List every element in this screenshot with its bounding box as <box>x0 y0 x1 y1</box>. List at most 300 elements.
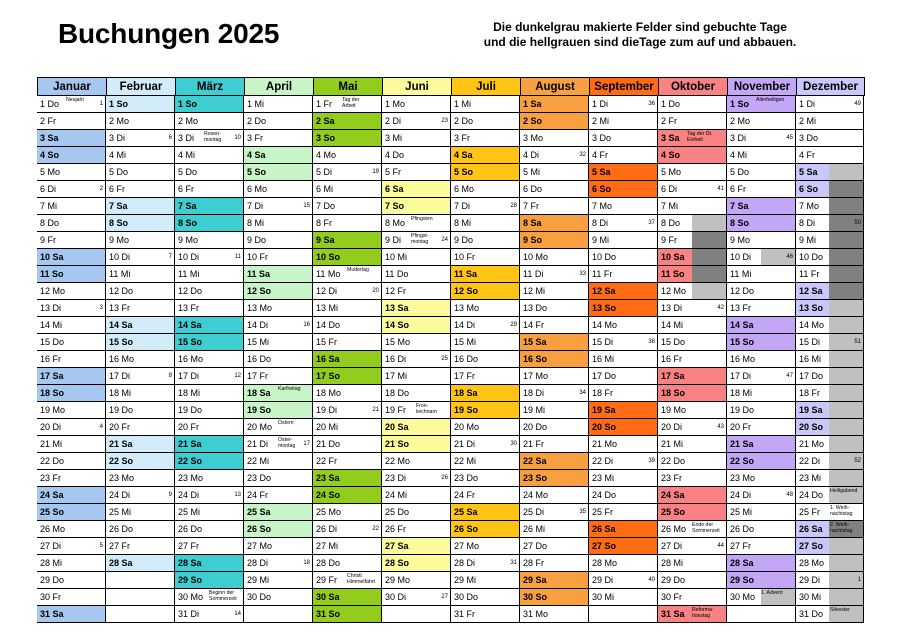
day-cell <box>727 453 796 470</box>
day-label: 25 Mi <box>109 507 132 517</box>
day-cell <box>244 402 313 419</box>
day-label: 24 Do <box>592 490 617 500</box>
day-cell <box>520 521 589 538</box>
day-cell <box>244 419 313 436</box>
day-cell <box>589 164 658 181</box>
day-label: 10 Do <box>799 252 824 262</box>
day-label: 5 So <box>247 167 267 177</box>
day-label: 17 Di <box>730 371 752 381</box>
day-label: 27 Mi <box>316 541 339 551</box>
day-label: 28 Mo <box>592 558 618 568</box>
empty-cell <box>106 606 175 623</box>
day-cell <box>244 147 313 164</box>
day-label: 26 So <box>247 524 272 534</box>
day-label: 30 Do <box>247 592 272 602</box>
day-label: 7 Mi <box>40 201 58 211</box>
day-label: 22 Di <box>592 456 614 466</box>
day-label: 23 Mo <box>178 473 204 483</box>
day-cell <box>382 181 451 198</box>
day-label: 18 Fr <box>592 388 614 398</box>
week-number: 23 <box>441 118 448 124</box>
day-label: 21 Sa <box>109 439 133 449</box>
day-cell <box>451 368 520 385</box>
day-cell <box>796 368 864 385</box>
day-cell <box>313 351 382 368</box>
day-label: 19 Fr <box>385 405 407 415</box>
day-label: 9 Do <box>454 235 474 245</box>
day-cell <box>175 249 244 266</box>
day-label: 25 So <box>661 507 686 517</box>
day-label: 6 Mo <box>454 184 475 194</box>
week-number: 28 <box>510 203 517 209</box>
week-number: 1 <box>99 101 103 107</box>
day-label: 3 Mi <box>385 133 403 143</box>
day-label: 14 Mi <box>40 320 63 330</box>
holiday-label: Oster- montag <box>278 437 296 449</box>
day-label: 10 Mi <box>385 252 408 262</box>
day-cell <box>727 215 796 232</box>
day-label: 2 Sa <box>316 116 335 126</box>
day-label: 3 Di <box>109 133 126 143</box>
day-cell <box>175 606 244 623</box>
month-header-5: Juni <box>382 77 452 96</box>
day-cell <box>106 181 175 198</box>
booked-marker <box>829 283 863 299</box>
day-cell <box>727 300 796 317</box>
day-label: 31 Do <box>799 609 824 619</box>
setup-marker <box>829 538 863 554</box>
day-cell <box>658 113 727 130</box>
day-label: 22 Mi <box>454 456 477 466</box>
day-cell <box>313 130 382 147</box>
day-label: 29 Mi <box>247 575 270 585</box>
day-label: 19 So <box>454 405 479 415</box>
day-label: 17 Fr <box>247 371 269 381</box>
day-label: 22 Mi <box>247 456 270 466</box>
day-cell <box>106 96 175 113</box>
empty-cell <box>727 606 796 623</box>
day-cell <box>175 368 244 385</box>
day-cell <box>796 96 864 113</box>
day-label: 26 Mo <box>40 524 66 534</box>
day-cell <box>382 572 451 589</box>
week-number: 11 <box>234 254 241 260</box>
day-label: 2 Fr <box>40 116 57 126</box>
day-cell <box>658 181 727 198</box>
day-label: 6 So <box>799 184 819 194</box>
subtitle-line-1: Die dunkelgrau makierte Felder sind gebuchte Tage <box>493 20 787 34</box>
day-cell <box>313 368 382 385</box>
week-number: 49 <box>854 101 861 107</box>
day-label: 29 Di <box>592 575 614 585</box>
day-label: 27 Di <box>661 541 683 551</box>
day-cell <box>451 402 520 419</box>
day-cell <box>313 521 382 538</box>
day-cell <box>106 283 175 300</box>
day-cell <box>520 538 589 555</box>
day-label: 15 Mo <box>385 337 411 347</box>
day-label: 26 Fr <box>385 524 407 534</box>
day-label: 9 So <box>523 235 543 245</box>
day-label: 18 Mo <box>316 388 342 398</box>
day-cell <box>451 538 520 555</box>
day-label: 4 Mi <box>730 150 748 160</box>
day-label: 27 So <box>799 541 824 551</box>
day-cell <box>382 521 451 538</box>
day-label: 1 So <box>730 99 750 109</box>
setup-marker <box>829 351 863 367</box>
day-cell <box>796 504 864 521</box>
week-number: 10 <box>234 135 241 141</box>
day-cell <box>106 419 175 436</box>
day-label: 30 Di <box>385 592 407 602</box>
day-cell <box>451 215 520 232</box>
day-cell <box>175 283 244 300</box>
day-label: 6 Fr <box>178 184 195 194</box>
day-label: 1 Fr <box>316 99 333 109</box>
setup-marker <box>692 283 726 299</box>
booked-marker <box>692 249 726 265</box>
day-cell <box>796 521 864 538</box>
day-label: 7 Fr <box>523 201 540 211</box>
day-cell <box>796 147 864 164</box>
day-label: 2 Mo <box>730 116 751 126</box>
day-label: 27 Mo <box>247 541 273 551</box>
day-cell <box>244 232 313 249</box>
day-cell <box>244 130 313 147</box>
day-label: 8 So <box>178 218 198 228</box>
month-header-2: März <box>175 77 245 96</box>
week-number: 45 <box>786 135 793 141</box>
day-label: 13 Do <box>523 303 548 313</box>
day-label: 25 Sa <box>454 507 478 517</box>
day-label: 6 So <box>592 184 612 194</box>
day-cell <box>658 232 727 249</box>
day-label: 15 So <box>109 337 134 347</box>
day-label: 27 Do <box>523 541 548 551</box>
day-cell <box>382 419 451 436</box>
day-label: 13 Fr <box>730 303 752 313</box>
day-label: 19 Do <box>109 405 134 415</box>
day-cell <box>244 538 313 555</box>
day-cell <box>658 96 727 113</box>
day-cell <box>313 164 382 181</box>
day-label: 13 So <box>592 303 617 313</box>
day-label: 23 Mi <box>592 473 615 483</box>
holiday-label: Allerheiligen <box>756 97 785 103</box>
day-cell <box>589 487 658 504</box>
day-cell <box>727 96 796 113</box>
day-cell <box>658 147 727 164</box>
setup-marker <box>829 368 863 384</box>
day-cell <box>382 436 451 453</box>
day-label: 23 Mo <box>109 473 135 483</box>
week-number: 18 <box>303 560 310 566</box>
week-number: 31 <box>510 560 517 566</box>
day-cell <box>520 487 589 504</box>
day-cell <box>796 266 864 283</box>
day-cell <box>313 470 382 487</box>
day-label: 3 So <box>316 133 336 143</box>
day-label: 3 Sa <box>661 133 680 143</box>
day-cell <box>244 334 313 351</box>
day-cell <box>37 198 106 215</box>
day-cell <box>520 589 589 606</box>
day-label: 25 Fr <box>799 507 821 517</box>
day-label: 8 Do <box>40 218 60 228</box>
day-label: 18 Mi <box>730 388 753 398</box>
week-number: 46 <box>786 254 793 260</box>
day-label: 19 Mi <box>523 405 546 415</box>
day-cell <box>520 266 589 283</box>
day-label: 16 Do <box>247 354 272 364</box>
empty-cell <box>244 606 313 623</box>
day-cell <box>244 198 313 215</box>
day-label: 7 Mo <box>592 201 613 211</box>
day-cell <box>37 215 106 232</box>
setup-marker <box>829 300 863 316</box>
day-label: 1 Mi <box>454 99 472 109</box>
week-number: 32 <box>579 152 586 158</box>
week-number: 42 <box>717 305 724 311</box>
setup-marker <box>692 215 726 231</box>
day-cell <box>175 96 244 113</box>
week-number: 29 <box>510 322 517 328</box>
day-cell <box>589 96 658 113</box>
week-number: 9 <box>168 492 172 498</box>
empty-cell <box>382 606 451 623</box>
week-number: 36 <box>648 101 655 107</box>
day-cell <box>658 368 727 385</box>
day-label: 15 Do <box>40 337 65 347</box>
day-cell <box>658 589 727 606</box>
day-cell <box>796 198 864 215</box>
day-cell <box>382 147 451 164</box>
day-label: 7 Mo <box>799 201 820 211</box>
day-cell <box>175 351 244 368</box>
day-cell <box>796 572 864 589</box>
day-cell <box>589 266 658 283</box>
day-cell <box>175 147 244 164</box>
day-cell <box>796 130 864 147</box>
day-cell <box>244 470 313 487</box>
day-cell <box>175 334 244 351</box>
day-cell <box>589 317 658 334</box>
day-cell <box>520 453 589 470</box>
day-cell <box>658 249 727 266</box>
booked-marker <box>692 266 726 282</box>
day-cell <box>451 147 520 164</box>
day-cell <box>727 317 796 334</box>
day-cell <box>451 436 520 453</box>
week-number: 4 <box>99 424 103 430</box>
day-label: 24 Mo <box>523 490 549 500</box>
day-label: 25 Mi <box>178 507 201 517</box>
day-cell <box>796 283 864 300</box>
day-label: 1 Di <box>592 99 609 109</box>
day-cell <box>382 487 451 504</box>
day-cell <box>175 113 244 130</box>
day-label: 6 Di <box>661 184 678 194</box>
day-label: 24 Sa <box>40 490 64 500</box>
day-cell <box>244 521 313 538</box>
day-cell <box>244 164 313 181</box>
day-cell <box>451 555 520 572</box>
week-number: 37 <box>648 220 655 226</box>
day-label: 27 Mo <box>454 541 480 551</box>
day-label: 30 So <box>523 592 548 602</box>
day-cell <box>313 283 382 300</box>
day-cell <box>313 538 382 555</box>
day-label: 4 Mi <box>109 150 127 160</box>
day-cell <box>175 300 244 317</box>
day-label: 20 Di <box>661 422 683 432</box>
day-cell <box>589 249 658 266</box>
day-label: 4 Fr <box>799 150 816 160</box>
day-cell <box>727 521 796 538</box>
week-number: 51 <box>854 339 861 345</box>
day-label: 1 Sa <box>523 99 542 109</box>
day-label: 6 Mo <box>247 184 268 194</box>
day-cell <box>244 436 313 453</box>
empty-cell <box>589 606 658 623</box>
day-label: 11 Fr <box>592 269 613 279</box>
day-label: 23 Di <box>385 473 407 483</box>
day-cell <box>37 453 106 470</box>
day-cell <box>313 436 382 453</box>
booked-marker <box>692 232 726 248</box>
day-label: 13 Fr <box>109 303 131 313</box>
day-label: 15 Mi <box>454 337 477 347</box>
day-label: 25 So <box>40 507 65 517</box>
day-cell <box>589 402 658 419</box>
day-label: 19 Mo <box>40 405 66 415</box>
day-cell <box>175 181 244 198</box>
day-cell <box>727 113 796 130</box>
day-label: 9 Mo <box>730 235 751 245</box>
day-cell <box>175 198 244 215</box>
day-cell <box>175 402 244 419</box>
week-number: 1 <box>857 577 861 583</box>
day-cell <box>727 232 796 249</box>
day-cell <box>37 266 106 283</box>
day-label: 20 Mo <box>454 422 480 432</box>
day-cell <box>244 96 313 113</box>
day-label: 12 Do <box>178 286 203 296</box>
day-cell <box>244 368 313 385</box>
holiday-label: Fron- leichnam <box>416 403 437 415</box>
week-number: 2 <box>99 186 103 192</box>
day-cell <box>244 181 313 198</box>
week-number: 24 <box>441 237 448 243</box>
day-label: 4 So <box>40 150 60 160</box>
week-number: 12 <box>234 373 241 379</box>
day-label: 22 Mo <box>385 456 411 466</box>
booked-marker <box>829 266 863 282</box>
day-label: 16 Sa <box>316 354 340 364</box>
week-number: 17 <box>303 441 310 447</box>
day-label: 12 Sa <box>799 286 823 296</box>
day-label: 10 Di <box>730 252 752 262</box>
day-label: 3 Do <box>799 133 819 143</box>
day-cell <box>727 351 796 368</box>
day-cell <box>244 487 313 504</box>
day-cell <box>589 147 658 164</box>
day-cell <box>727 589 796 606</box>
day-label: 14 Di <box>247 320 269 330</box>
day-label: 23 Do <box>247 473 272 483</box>
day-label: 21 Mo <box>799 439 825 449</box>
day-cell <box>106 453 175 470</box>
day-label: 6 Do <box>523 184 543 194</box>
day-label: 31 Di <box>178 609 200 619</box>
day-cell <box>796 487 864 504</box>
empty-cell <box>106 589 175 606</box>
setup-marker <box>829 164 863 180</box>
day-label: 15 Di <box>592 337 614 347</box>
month-header-0: Januar <box>37 77 107 96</box>
day-label: 9 Mi <box>592 235 610 245</box>
day-label: 13 Di <box>661 303 683 313</box>
day-cell <box>106 113 175 130</box>
day-label: 12 Mo <box>40 286 66 296</box>
day-cell <box>451 317 520 334</box>
day-label: 14 Fr <box>523 320 545 330</box>
day-label: 1 Mo <box>385 99 406 109</box>
day-label: 18 Sa <box>247 388 271 398</box>
day-cell <box>796 317 864 334</box>
day-cell <box>37 572 106 589</box>
holiday-label: Reforma- tionstag <box>692 607 714 619</box>
week-number: 35 <box>579 509 586 515</box>
day-label: 12 So <box>454 286 479 296</box>
day-label: 18 So <box>661 388 686 398</box>
week-number: 8 <box>168 373 172 379</box>
week-number: 21 <box>372 407 379 413</box>
day-label: 28 Fr <box>523 558 545 568</box>
day-cell <box>382 317 451 334</box>
day-label: 21 Mi <box>40 439 63 449</box>
day-label: 2 Fr <box>661 116 678 126</box>
day-cell <box>796 249 864 266</box>
day-label: 28 Di <box>454 558 476 568</box>
day-label: 16 Fr <box>661 354 683 364</box>
day-cell <box>313 334 382 351</box>
day-cell <box>520 334 589 351</box>
day-cell <box>796 538 864 555</box>
day-label: 12 So <box>247 286 272 296</box>
day-cell <box>244 215 313 232</box>
day-cell <box>313 249 382 266</box>
day-label: 1 Di <box>799 99 816 109</box>
day-cell <box>658 436 727 453</box>
day-label: 14 Di <box>454 320 476 330</box>
day-cell <box>244 300 313 317</box>
day-label: 4 Mi <box>178 150 196 160</box>
day-label: 19 Sa <box>799 405 823 415</box>
day-label: 19 Sa <box>592 405 616 415</box>
day-cell <box>175 130 244 147</box>
day-label: 9 Mo <box>109 235 130 245</box>
day-label: 18 Sa <box>454 388 478 398</box>
day-cell <box>520 470 589 487</box>
day-cell <box>451 453 520 470</box>
day-cell <box>796 300 864 317</box>
day-cell <box>520 385 589 402</box>
day-cell <box>37 147 106 164</box>
day-label: 24 Sa <box>661 490 685 500</box>
day-cell <box>589 215 658 232</box>
